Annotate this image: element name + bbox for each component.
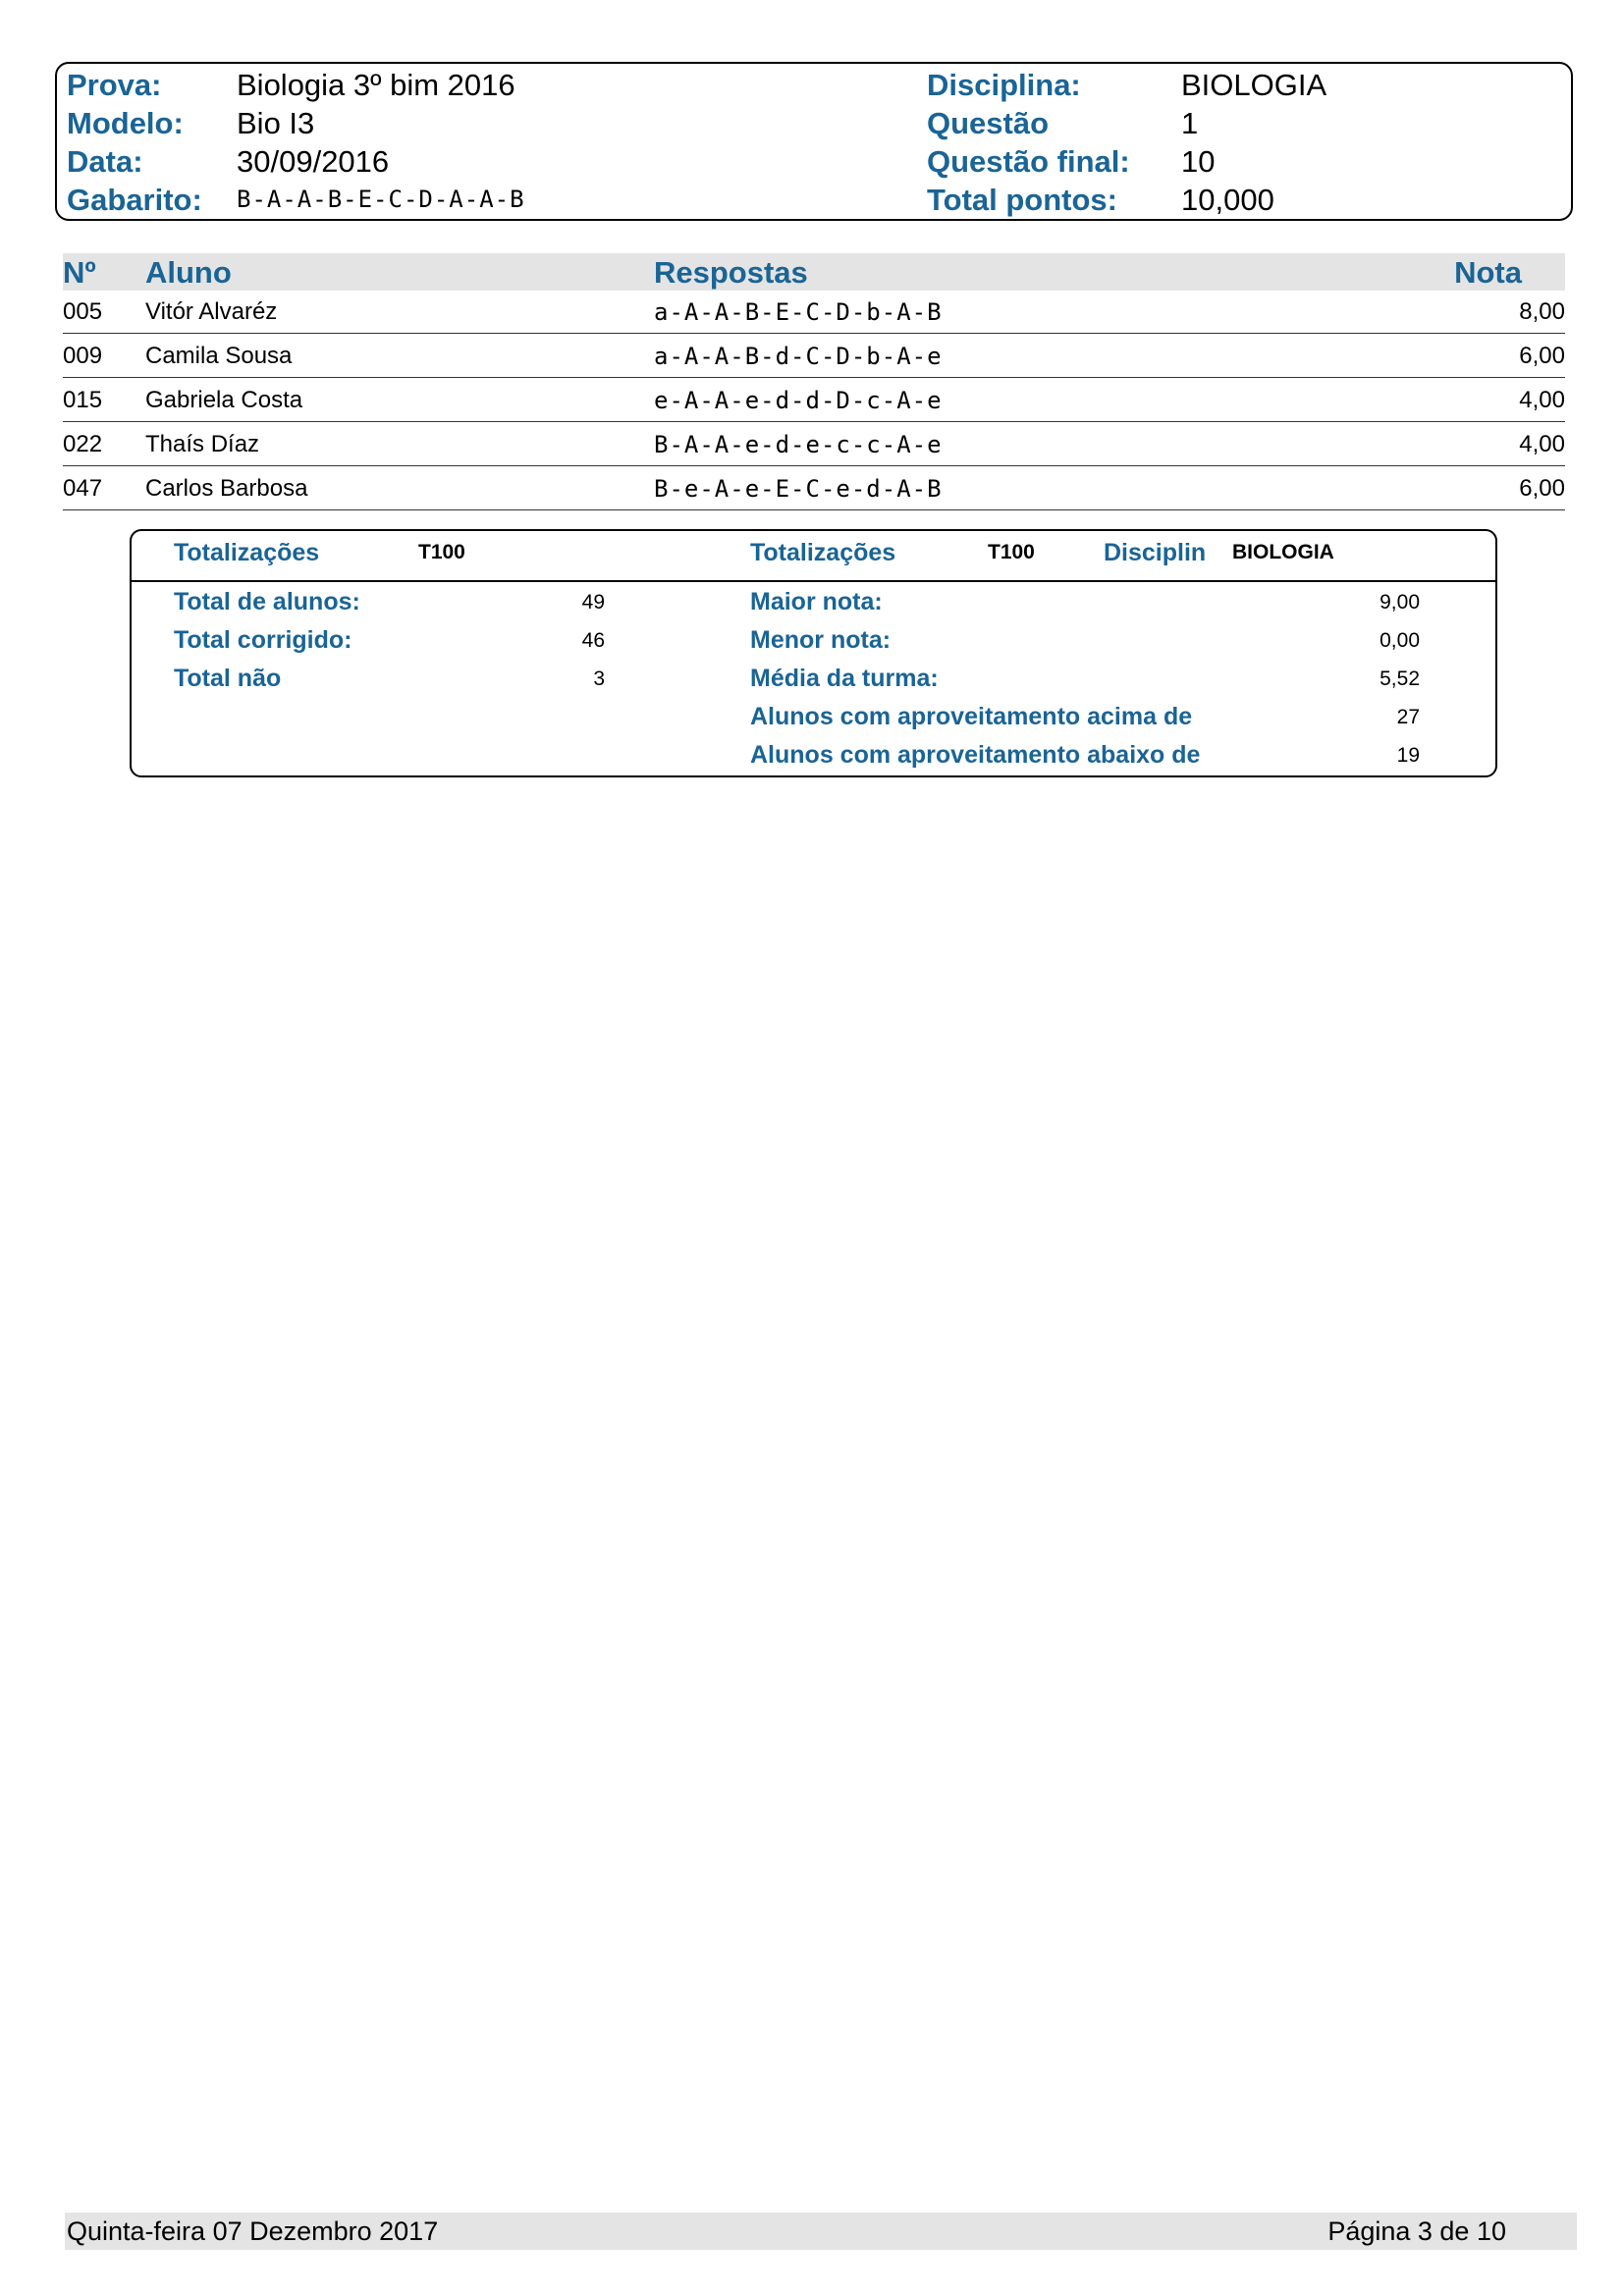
date-value: 30/09/2016 (237, 144, 390, 179)
date-label: Data: (67, 144, 143, 179)
discipline-label: Disciplina: (927, 68, 1081, 102)
page-footer (65, 2213, 1577, 2250)
below-performance-label: Alunos com aproveitamento abaixo de (750, 741, 1201, 769)
student-grade: 6,00 (1519, 343, 1565, 369)
below-performance-value: 19 (1396, 744, 1420, 767)
table-row (63, 335, 1565, 378)
question-label: Questão (927, 106, 1050, 140)
class-average-value: 5,52 (1380, 667, 1420, 690)
student-number: 047 (63, 475, 103, 502)
student-grade: 4,00 (1519, 387, 1565, 413)
footer-date: Quinta-feira 07 Dezembro 2017 (67, 2216, 439, 2246)
col-grade: Nota (1454, 255, 1522, 290)
student-name: Gabriela Costa (145, 387, 303, 413)
student-name: Carlos Barbosa (145, 475, 308, 502)
highest-grade-value: 9,00 (1380, 591, 1420, 614)
totals-left-code: T100 (418, 541, 465, 563)
student-grade: 6,00 (1519, 475, 1565, 502)
table-row (63, 379, 1565, 422)
totals-right-title: Totalizações (750, 539, 896, 566)
totals-box (130, 529, 1497, 777)
above-performance-value: 27 (1396, 706, 1420, 728)
student-answers: B-A-A-e-d-e-c-c-A-e (654, 431, 943, 458)
answer-key-value: B-A-A-B-E-C-D-A-A-B (237, 186, 525, 213)
total-points-label: Total pontos: (927, 183, 1117, 217)
student-answers: e-A-A-e-d-d-D-c-A-e (654, 387, 943, 414)
discipline-value: BIOLOGIA (1181, 68, 1327, 102)
total-not-value: 3 (593, 667, 605, 690)
footer-page-number: Página 3 de 10 (1327, 2216, 1506, 2246)
question-value: 1 (1181, 106, 1199, 140)
student-grade: 4,00 (1519, 431, 1565, 457)
totals-divider (132, 580, 1495, 582)
student-number: 009 (63, 343, 103, 369)
final-question-value: 10 (1181, 144, 1216, 179)
table-row (63, 423, 1565, 466)
total-not-label: Total não (174, 665, 282, 692)
col-student: Aluno (145, 255, 232, 290)
student-number: 022 (63, 431, 103, 457)
totals-discipline-label: Disciplin (1104, 539, 1207, 566)
above-performance-label: Alunos com aproveitamento acima de (750, 703, 1193, 730)
student-name: Camila Sousa (145, 343, 293, 369)
students-table-header (63, 253, 1565, 291)
exam-label: Prova: (67, 68, 162, 102)
highest-grade-label: Maior nota: (750, 588, 883, 615)
student-number: 015 (63, 387, 103, 413)
totals-right-code: T100 (988, 541, 1035, 563)
totals-discipline-value: BIOLOGIA (1232, 541, 1334, 563)
lowest-grade-value: 0,00 (1380, 629, 1420, 652)
student-answers: a-A-A-B-E-C-D-b-A-B (654, 298, 943, 326)
col-number: Nº (63, 255, 96, 290)
total-corrected-label: Total corrigido: (174, 626, 352, 654)
totals-left-title: Totalizações (174, 539, 320, 566)
student-name: Vitór Alvaréz (145, 298, 278, 325)
col-answers: Respostas (654, 255, 808, 290)
model-label: Modelo: (67, 106, 184, 140)
total-students-label: Total de alunos: (174, 588, 360, 615)
student-grade: 8,00 (1519, 298, 1565, 325)
lowest-grade-label: Menor nota: (750, 626, 892, 654)
student-name: Thaís Díaz (145, 431, 260, 457)
table-row (63, 467, 1565, 510)
total-students-value: 49 (581, 591, 605, 614)
exam-value: Biologia 3º bim 2016 (237, 68, 515, 102)
answer-key-label: Gabarito: (67, 183, 202, 217)
total-points-value: 10,000 (1181, 183, 1274, 217)
total-corrected-value: 46 (581, 629, 605, 652)
exam-info-box (55, 62, 1573, 221)
table-row (63, 291, 1565, 334)
student-number: 005 (63, 298, 103, 325)
student-answers: a-A-A-B-d-C-D-b-A-e (654, 343, 943, 370)
model-value: Bio I3 (237, 106, 315, 140)
student-answers: B-e-A-e-E-C-e-d-A-B (654, 475, 943, 503)
final-question-label: Questão final: (927, 144, 1130, 179)
class-average-label: Média da turma: (750, 665, 939, 692)
